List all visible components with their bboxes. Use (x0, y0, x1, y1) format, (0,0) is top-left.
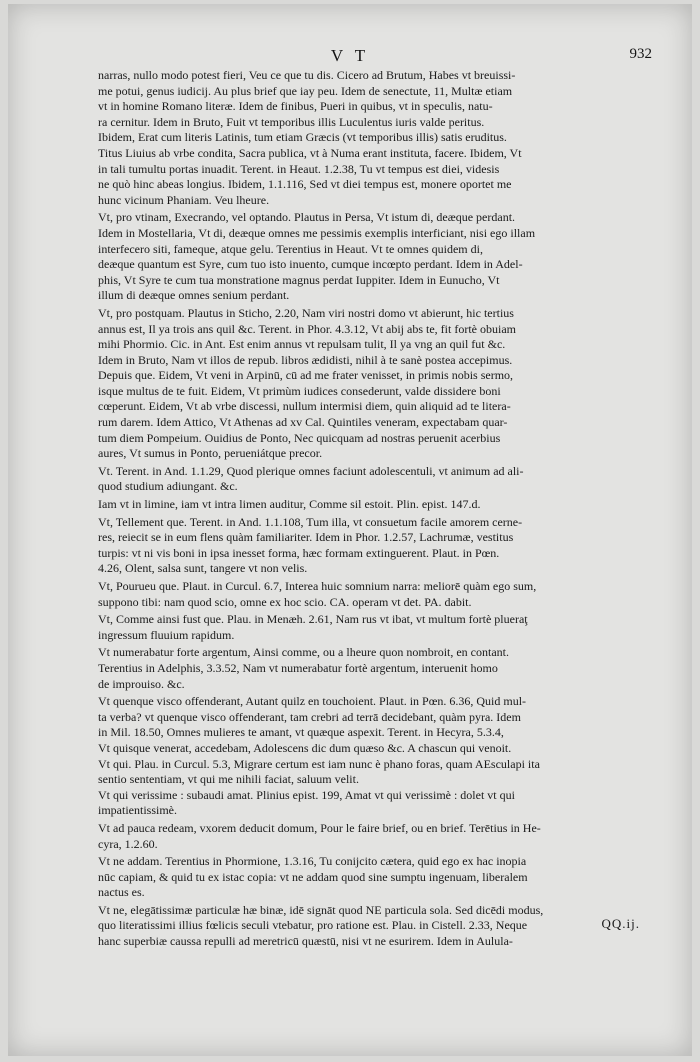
text-line: quod studium adiungant. &c. (98, 479, 238, 494)
text-line: ta verba? vt quenque visco offenderant, tam crebri ad terrā decidebant, quàm pyra. Idem (98, 709, 521, 724)
text-line: Vt quisque venerat, accedebam, Adolescens dic dum quæso &c. A chascun qui venoit. (98, 740, 512, 755)
text-line: Vt qui. Plau. in Curcul. 5.3, Migrare certum est iam nunc è phano foras, quam AEsculapi ita (98, 756, 540, 771)
text-line: Iam vt in limine, iam vt intra limen auditur, Comme sil estoit. Plin. epist. 147.d. (98, 497, 481, 512)
text-line: res, reiecit se in eum flens quàm familiariter. Idem in Phor. 1.2.57, Lachrumæ, vestitus (98, 530, 514, 545)
text-line: Vt, pro vtinam, Execrando, vel optando. Plautus in Persa, Vt istum di, deæque perdant. (98, 210, 516, 225)
text-line: Vt ad pauca redeam, vxorem deducit domum, Pour le faire brief, ou en brief. Terētius in He- (98, 820, 541, 835)
text-line: Idem in Mostellaria, Vt di, deæque omnes me pessimis exemplis interficiant, nisi ego illam (98, 225, 536, 240)
text-line: me potui, genus iudicij. Au plus brief que iay peu. Idem de senectute, 11, Multæ etiam (98, 83, 513, 98)
text-line: annus est, Il ya trois ans quil &c. Terent. in Phor. 4.3.12, Vt abij abs te, fit fortè obuiam (98, 321, 516, 336)
text-line: Vt, Tellement que. Terent. in And. 1.1.108, Tum illa, vt consuetum facile amorem cerne- (98, 514, 523, 529)
text-line: Vt, pro postquam. Plautus in Sticho, 2.20, Nam viri nostri domo vt abierunt, hic tertius (98, 305, 514, 320)
running-head: V T (330, 46, 370, 65)
text-line: ra cernitur. Idem in Bruto, Fuit vt temporibus illis Luculentus iuris valde peritus. (98, 114, 485, 129)
page-number: 932 (629, 46, 652, 62)
text-line: mihi Phormio. Cic. in Ant. Est enim annus vt repulsam tulit, Il ya vng an quil fut &c. (98, 337, 506, 352)
text-line: Vt. Terent. in And. 1.1.29, Quod plerique omnes faciunt adolescentuli, vt animum ad ali- (98, 463, 524, 478)
text-line: isque multus de te fuit. Eidem, Vt primùm iudices consederunt, valde dissidere boni (98, 383, 501, 398)
text-line: narras, nullo modo potest fieri, Veu ce que tu dis. Cicero ad Brutum, Habes vt breuissi- (98, 68, 516, 82)
text-line: Idem in Bruto, Nam vt illos de repub. libros ædidisti, nihil à te sanè postea accepimus. (98, 352, 513, 367)
text-line: illum di deæque omnes senium perdant. (98, 288, 290, 303)
text-line: Ibidem, Erat cum literis Latinis, tum etiam Græcis (vt temporibus illis) satis eruditus. (98, 130, 507, 145)
text-line: phis, Vt Syre te cum tua monstratione magnus perdat Iuppiter. Idem in Eunucho, Vt (98, 272, 500, 287)
text-line: tum diem Pompeium. Ouidius de Ponto, Nec quicquam ad nostras peruenit acerbius (98, 430, 501, 445)
text-line: Depuis que. Eidem, Vt veni in Arpinū, cū ad me frater venisset, in primis nobis sermo, (98, 368, 514, 383)
text-line: vt in homine Romano literæ. Idem de finibus, Pueri in quibus, vt in speculis, natu- (98, 99, 493, 114)
text-line: turpis: vt ni vis boni in ipsa inesset forma, hæc formam extinguerent. Plaut. in Pœn. (98, 545, 500, 560)
text-line: de improuiso. &c. (98, 676, 185, 691)
text-line: cyra, 1.2.60. (98, 836, 158, 851)
text-line: interfecero siti, fameque, atque gelu. Terentius in Heaut. Vt te omnes quidem di, (98, 241, 483, 256)
text-line: Vt, Pourueu que. Plaut. in Curcul. 6.7, Interea huic somnium narra: meliorē quàm ego sum, (98, 579, 537, 593)
text-line: ne quò hinc abeas longius. Ibidem, 1.1.116, Sed vt diei tempus est, monere oportet me (98, 177, 512, 192)
book-page (8, 4, 692, 1056)
text-line: ingressum fluuium rapidum. (98, 627, 235, 642)
text-line: quo literatissimi illius fœlicis seculi vtebatur, pro ratione est. Plau. in Cistell. 2.33, Neque (98, 918, 528, 933)
text-line: in Mil. 18.50, Omnes mulieres te amant, vt quæque aspexit. Terent. in Hecyra, 5.3.4, (98, 725, 504, 740)
text-line: Vt qui verissime : subaudi amat. Plinius epist. 199, Amat vt qui verissimè : dolet vt qui (98, 787, 515, 802)
text-line: Terentius in Adelphis, 3.3.52, Nam vt numerabatur fortè argentum, interuenit homo (98, 660, 498, 675)
text-line: impatientissimè. (98, 803, 177, 818)
signature-mark: QQ.ij. (601, 916, 640, 931)
text-line: nūc capiam, & quid tu ex istac copia: vt ne addam quod sine sumptu ingenuam, liberalem (98, 869, 528, 884)
text-line: Vt ne addam. Terentius in Phormione, 1.3.16, Tu conijcito cætera, quid ego ex hac inopia (98, 854, 527, 869)
text-line: 4.26, Olent, salsa sunt, tangere vt non velis. (98, 561, 308, 576)
body-text (98, 68, 636, 950)
text-line: deæque quantum est Syre, cum tuo isto inuento, cumque incœpto perdant. Idem in Adel- (98, 257, 523, 272)
text-line: Vt numerabatur forte argentum, Ainsi comme, ou a lheure quon nombroit, en contant. (98, 645, 510, 660)
text-line: rum darem. Idem Attico, Vt Athenas ad xv Cal. Quintiles veneram, expectabam quar- (98, 415, 508, 430)
text-line: Vt, Comme ainsi fust que. Plau. in Menæh. 2.61, Nam rus vt ibat, vt multum fortè plueraţ (98, 612, 528, 627)
text-line: Titus Liuius ab vrbe condita, Sacra publica, vt à Numa erant instituta, facere. Ibidem, Vt (98, 145, 522, 160)
text-line: aures, Vt sumus in Ponto, perueniátque precor. (98, 446, 323, 461)
text-line: hunc vicinum Phaniam. Veu lheure. (98, 192, 270, 207)
text-line: nactus es. (98, 885, 145, 900)
text-line: Vt ne, elegātissimæ particulæ hæ binæ, idē signāt quod NE particula sola. Sed dicēdi modus, (98, 902, 544, 917)
text-line: sentio sententiam, vt qui me nihili faciat, saluum velit. (98, 772, 359, 787)
text-line: in tali tumultu portas inuadit. Terent. in Heaut. 1.2.38, Tu vt tempus est diei, videsis (98, 161, 500, 176)
text-line: cœperunt. Eidem, Vt ab vrbe discessi, nullum intermisi diem, quin aliquid ad te litera- (98, 399, 511, 414)
text-line: suppono tibi: nam quod scio, omne ex hoc scio. CA. operam vt det. PA. dabit. (98, 594, 472, 609)
text-line: Vt quenque visco offenderant, Autant quilz en touchoient. Plaut. in Pœn. 6.36, Quid mul- (98, 694, 527, 709)
text-line: hanc superbiæ caussa repulli ad meretricū quæstū, nisi vt ne esurirem. Idem in Aulula- (98, 934, 513, 949)
